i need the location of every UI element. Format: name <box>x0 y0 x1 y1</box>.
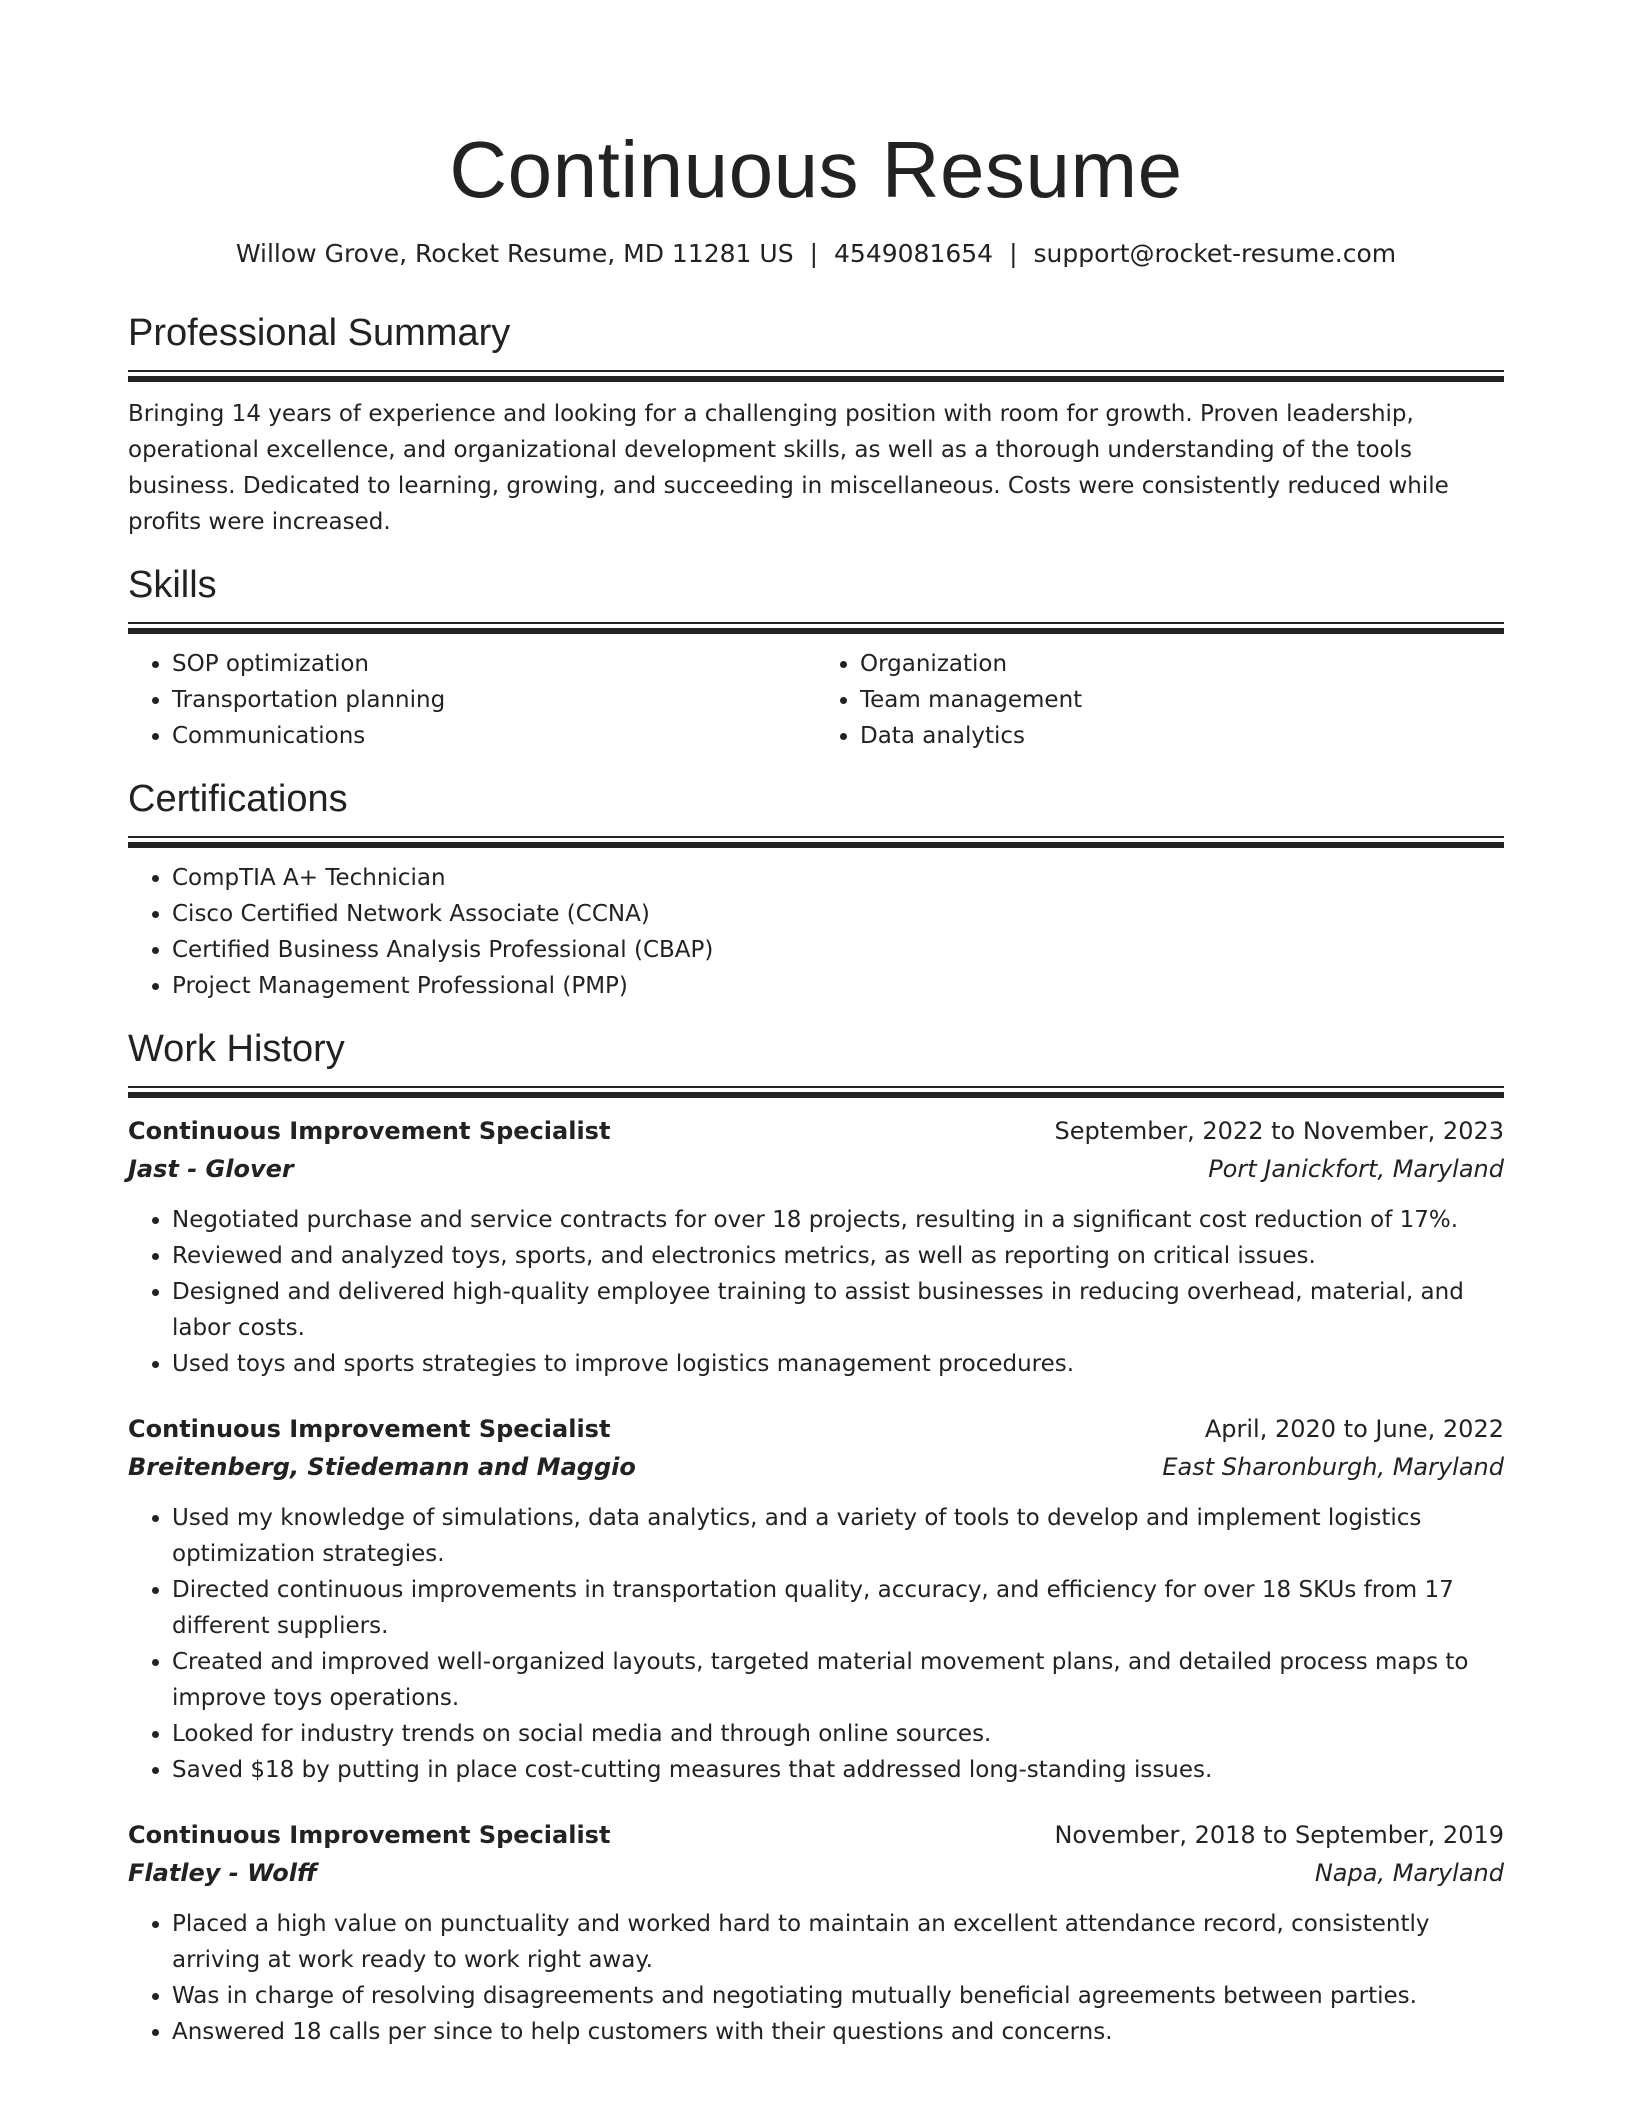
job-title: Continuous Improvement Specialist <box>128 1415 611 1443</box>
job-bullet: • Created and improved well-organized layouts, targeted material movement plans, and detailed process maps to improve toys operations. <box>172 1644 1504 1716</box>
section-title-certifications: Certifications <box>128 778 348 820</box>
job-header-row <box>128 1816 1504 1854</box>
skill-item: • SOP optimization <box>172 646 816 682</box>
certification-item: • Cisco Certified Network Associate (CCNA) <box>172 896 1504 932</box>
section-divider <box>128 1086 1504 1098</box>
section-title-skills: Skills <box>128 564 217 606</box>
contact-address: Willow Grove, Rocket Resume, MD 11281 US <box>235 239 794 268</box>
job-bullet-list <box>128 1202 1504 1382</box>
contact-line <box>128 236 1504 272</box>
job-company: Breitenberg, Stiedemann and Maggio <box>128 1453 636 1481</box>
job-header-row <box>128 1112 1504 1150</box>
job-dates: April, 2020 to June, 2022 <box>1204 1415 1504 1443</box>
job-subheader-row <box>128 1448 1504 1486</box>
section-title-summary: Professional Summary <box>128 312 511 354</box>
job-entry <box>128 1410 1504 1788</box>
skill-item: • Communications <box>172 718 816 754</box>
job-bullet-list <box>128 1500 1504 1788</box>
job-subheader-row <box>128 1854 1504 1892</box>
contact-separator: | <box>809 239 819 268</box>
job-company: Flatley - Wolff <box>128 1859 317 1887</box>
job-location: Napa, Maryland <box>1314 1859 1504 1887</box>
job-bullet: • Was in charge of resolving disagreements and negotiating mutually beneficial agreements between parties. <box>172 1978 1504 2014</box>
section-title-work-history: Work History <box>128 1028 345 1070</box>
work-history-section <box>128 1024 1504 2050</box>
section-divider <box>128 370 1504 382</box>
job-bullet: • Reviewed and analyzed toys, sports, and electronics metrics, as well as reporting on critical issues. <box>172 1238 1504 1274</box>
contact-phone: 4549081654 <box>834 239 994 268</box>
job-bullet-list <box>128 1906 1504 2050</box>
job-bullet: • Negotiated purchase and service contracts for over 18 projects, resulting in a significant cost reduction of 17%. <box>172 1202 1504 1238</box>
summary-text: Bringing 14 years of experience and looking for a challenging position with room for growth. Proven leadership, operational excellence, and organizational development skills, as well as a thorough understanding of the tools business. Dedicated to learning, growing, and succeeding in miscellaneous. Costs were consistently reduced while profits were increased. <box>128 401 1449 535</box>
skill-item: • Team management <box>860 682 1504 718</box>
job-subheader-row <box>128 1150 1504 1188</box>
job-bullet: • Saved $18 by putting in place cost-cutting measures that addressed long-standing issues. <box>172 1752 1504 1788</box>
resume-name: Continuous Resume <box>449 125 1183 214</box>
certifications-list <box>128 860 1504 1004</box>
skill-item: • Organization <box>860 646 1504 682</box>
job-location: East Sharonburgh, Maryland <box>1162 1453 1504 1481</box>
skills-right-list <box>816 646 1504 754</box>
job-header-row <box>128 1410 1504 1448</box>
certification-item: • CompTIA A+ Technician <box>172 860 1504 896</box>
section-divider <box>128 836 1504 848</box>
skill-item: • Data analytics <box>860 718 1504 754</box>
certification-item: • Certified Business Analysis Professional (CBAP) <box>172 932 1504 968</box>
job-bullet: • Used toys and sports strategies to improve logistics management procedures. <box>172 1346 1504 1382</box>
skills-grid <box>128 646 1504 754</box>
summary-section <box>128 308 1504 540</box>
skills-section <box>128 560 1504 754</box>
job-location: Port Janickfort, Maryland <box>1208 1155 1504 1183</box>
job-bullet: • Designed and delivered high-quality employee training to assist businesses in reducing overhead, material, and labor costs. <box>172 1274 1504 1346</box>
job-bullet: • Used my knowledge of simulations, data analytics, and a variety of tools to develop and implement logistics optimization strategies. <box>172 1500 1504 1572</box>
certification-item: • Project Management Professional (PMP) <box>172 968 1504 1004</box>
job-dates: September, 2022 to November, 2023 <box>1054 1117 1504 1145</box>
contact-separator: | <box>1009 239 1018 268</box>
section-divider <box>128 622 1504 634</box>
job-bullet: • Placed a high value on punctuality and worked hard to maintain an excellent attendance record, consistently arriving at work ready to work right away. <box>172 1906 1504 1978</box>
job-title: Continuous Improvement Specialist <box>128 1821 611 1849</box>
job-entry <box>128 1112 1504 1382</box>
job-bullet: • Directed continuous improvements in transportation quality, accuracy, and efficiency for over 18 SKUs from 17 different suppliers. <box>172 1572 1504 1644</box>
contact-email: support@rocket-resume.com <box>1033 239 1397 268</box>
job-company: Jast - Glover <box>128 1155 294 1183</box>
skill-item: • Transportation planning <box>172 682 816 718</box>
job-dates: November, 2018 to September, 2019 <box>1054 1821 1504 1849</box>
job-entry <box>128 1816 1504 2050</box>
certifications-section <box>128 774 1504 1004</box>
job-bullet: • Looked for industry trends on social media and through online sources. <box>172 1716 1504 1752</box>
skills-left-list <box>128 646 816 754</box>
job-bullet: • Answered 18 calls per since to help customers with their questions and concerns. <box>172 2014 1504 2050</box>
job-title: Continuous Improvement Specialist <box>128 1117 611 1145</box>
